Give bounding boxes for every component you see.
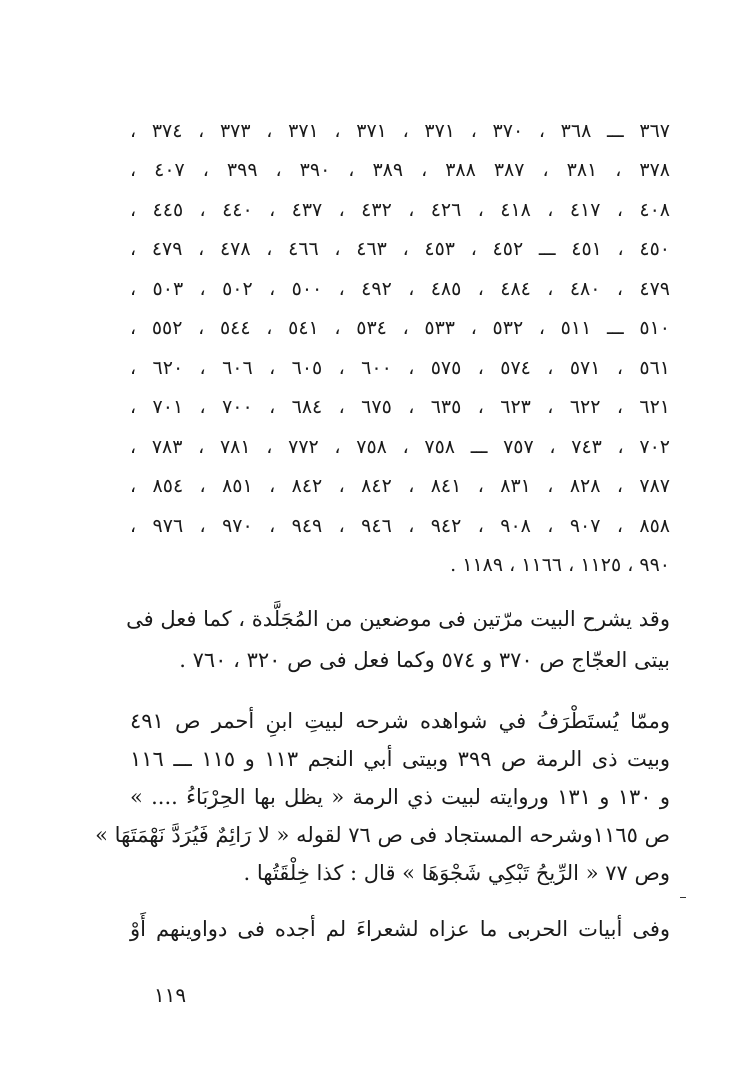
page-numbers-line-6: ٥١٠ ـــ ٥١١ ، ٥٣٢ ، ٥٣٣ ، ٥٣٤ ، ٥٤١ ، ٥٤٤ ، ٥٥٢ ،: [130, 317, 670, 339]
paragraph-1-line-1: وقد يشرح البيت مرّتين فى موضعين من المُجَلَّدة ، كما فعل فى: [126, 607, 670, 631]
paragraph-2-line-5: وص ٧٧ « الرِّيحُ تَبْكِي شَجْوَهَا » قال : كذا خِلْقَتُها .: [243, 861, 670, 885]
page-numbers-line-3: ٤٠٨ ، ٤١٧ ، ٤١٨ ، ٤٢٦ ، ٤٣٢ ، ٤٣٧ ، ٤٤٠ ، ٤٤٥ ،: [130, 199, 670, 221]
paragraph-2-line-1: وممّا يُستَطْرَفُ في شواهده شرحه لبيتِ ابنِ أحمر ص ٤٩١: [130, 709, 670, 733]
page-number: ١١٩: [153, 983, 187, 1007]
page-numbers-line-2: ٣٧٨ ، ٣٨١ ، ٣٨٧ ٣٨٨ ، ٣٨٩ ، ٣٩٠ ، ٣٩٩ ، ٤٠٧ ،: [130, 159, 670, 181]
page-numbers-line-7: ٥٦١ ، ٥٧١ ، ٥٧٤ ، ٥٧٥ ، ٦٠٠ ، ٦٠٥ ، ٦٠٦ ، ٦٢٠ ،: [130, 357, 670, 379]
page-numbers-line-12: ٩٩٠ ، ١١٢٥ ، ١١٦٦ ، ١١٨٩ .: [450, 554, 670, 576]
page-numbers-line-10: ٧٨٧ ، ٨٢٨ ، ٨٣١ ، ٨٤١ ، ٨٤٢ ، ٨٤٢ ، ٨٥١ ، ٨٥٤ ،: [130, 475, 670, 497]
page-numbers-line-4: ٤٥٠ ، ٤٥١ ـــ ٤٥٢ ، ٤٥٣ ، ٤٦٣ ، ٤٦٦ ، ٤٧٨ ، ٤٧٩ ،: [130, 238, 670, 260]
paragraph-3-line-1: وفى أبيات الحربى ما عزاه لشعراءَ لم أجده فى دواوينهم أَوْ: [130, 917, 670, 941]
paragraph-1-line-2: بيتى العجّاج ص ٣٧٠ و ٥٧٤ وكما فعل فى ص ٣٢٠ ، ٧٦٠ .: [179, 648, 670, 672]
page-numbers-line-5: ٤٧٩ ، ٤٨٠ ، ٤٨٤ ، ٤٨٥ ، ٤٩٢ ، ٥٠٠ ، ٥٠٢ ، ٥٠٣ ،: [130, 278, 670, 300]
paragraph-2-line-3: و ١٣٠ و ١٣١ وروايته لبيت ذي الرمة « يظل بها الحِرْبَاءُ .... »: [130, 785, 670, 809]
page-numbers-line-9: ٧٠٢ ، ٧٤٣ ، ٧٥٧ ـــ ٧٥٨ ، ٧٥٨ ، ٧٧٢ ، ٧٨١ ، ٧٨٣ ،: [130, 436, 670, 458]
paragraph-2-line-4: ص ١١٦٥وشرحه المستجاد فى ص ٧٦ لقوله « لا رَائِمٌ فَيُرَدَّ نَهْمَتَهَا »: [95, 823, 670, 847]
margin-mark: [680, 897, 686, 898]
page-numbers-line-11: ٨٥٨ ، ٩٠٧ ، ٩٠٨ ، ٩٤٢ ، ٩٤٦ ، ٩٤٩ ، ٩٧٠ ، ٩٧٦ ،: [130, 515, 670, 537]
page-numbers-line-1: ٣٦٧ ـــ ٣٦٨ ، ٣٧٠ ، ٣٧١ ، ٣٧١ ، ٣٧١ ، ٣٧٣ ، ٣٧٤ ،: [130, 120, 670, 142]
paragraph-2-line-2: وبيت ذى الرمة ص ٣٩٩ وبيتى أبي النجم ١١٣ و ١١٥ ـــ ١١٦: [130, 747, 670, 771]
page-numbers-line-8: ٦٢١ ، ٦٢٢ ، ٦٢٣ ، ٦٣٥ ، ٦٧٥ ، ٦٨٤ ، ٧٠٠ ، ٧٠١ ،: [130, 396, 670, 418]
